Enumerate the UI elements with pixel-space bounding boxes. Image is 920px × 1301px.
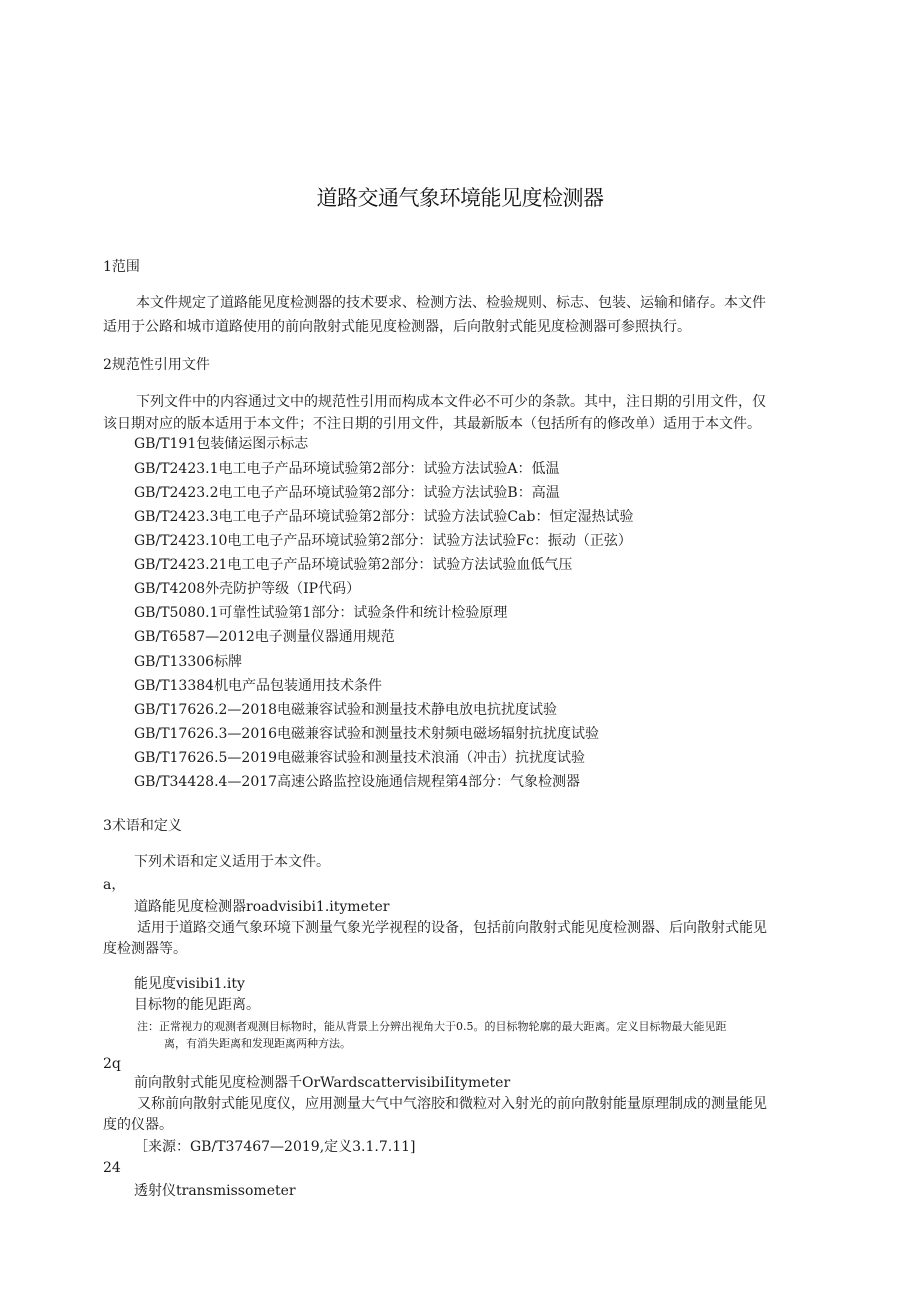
reference-item: GB/T13384机电产品包装通用技术条件 (134, 678, 383, 694)
reference-item: GB/T34428.4—2017高速公路监控设施通信规程第4部分：气象检测器 (134, 774, 580, 790)
section-3-intro: 下列术语和定义适用于本文件。 (134, 854, 330, 870)
section-2-heading: 2规范性引用文件 (103, 357, 210, 373)
section-1-paragraph-line-1: 本文件规定了道路能见度检测器的技术要求、检测方法、检验规则、标志、包装、运输和储存。本文件 (136, 295, 766, 311)
section-1-heading: 1范围 (103, 259, 140, 275)
term-number: 2q (103, 1056, 121, 1072)
reference-item: GB/T2423.3电工电子产品环境试验第2部分：试验方法试验Cab：恒定湿热试验 (134, 509, 634, 525)
reference-item: GB/T191包装储运图示标志 (134, 436, 309, 452)
term-name: 透射仪transmissometer (134, 1183, 296, 1199)
reference-item: GB/T17626.2—2018电磁兼容试验和测量技术静电放电抗扰度试验 (134, 702, 558, 718)
reference-item: GB/T13306标牌 (134, 654, 243, 670)
reference-item: GB/T2423.21电工电子产品环境试验第2部分：试验方法试验血低气压 (134, 557, 573, 573)
term-name: 道路能见度检测器roadvisibi1.itymeter (134, 899, 390, 915)
document-title: 道路交通气象环境能见度检测器 (316, 186, 604, 210)
section-1-paragraph-line-2: 适用于公路和城市道路使用的前向散射式能见度检测器，后向散射式能见度检测器可参照执行。 (103, 319, 691, 335)
term-number: a， (103, 877, 126, 893)
term-definition-line-1: 又称前向散射式能见度仪，应用测量大气中气溶胶和微粒对入射光的前向散射能量原理制成的测量能见 (137, 1096, 767, 1112)
term-note-line-2: 离，有消失距离和发现距离两种方法。 (164, 1037, 351, 1050)
section-3-heading: 3术语和定义 (103, 818, 182, 834)
term-definition-line-1: 适用于道路交通气象环境下测量气象光学视程的设备，包括前向散射式能见度检测器、后向散射式能见 (137, 920, 767, 936)
section-2-paragraph-line-1: 下列文件中的内容通过文中的规范性引用而构成本文件必不可少的条款。其中，注日期的引用文件，仅 (136, 394, 766, 410)
term-name: 能见度visibi1.ity (134, 976, 245, 992)
reference-item: GB/T2423.1电工电子产品环境试验第2部分：试验方法试验A：低温 (134, 461, 560, 477)
term-note-line-1: 注：正常视力的观测者观测目标物时，能从背景上分辨出视角大于0.5。的目标物轮廓的最大距离。定义目标物最大能见距 (137, 1020, 727, 1033)
term-definition: 目标物的能见距离。 (134, 997, 260, 1013)
reference-item: GB/T2423.2电工电子产品环境试验第2部分：试验方法试验B：高温 (134, 485, 560, 501)
reference-item: GB/T17626.5—2019电磁兼容试验和测量技术浪涌（冲击）抗扰度试验 (134, 750, 586, 766)
term-source: ［来源：GB/T37467—2019,定义3.1.7.11] (134, 1139, 416, 1155)
term-number: 24 (103, 1160, 121, 1176)
term-definition-line-2: 度检测器等。 (103, 941, 187, 957)
term-definition-line-2: 度的仪器。 (103, 1117, 173, 1133)
reference-item: GB/T17626.3—2016电磁兼容试验和测量技术射频电磁场辐射抗扰度试验 (134, 726, 600, 742)
term-name: 前向散射式能见度检测器千OrWardscattervisibiIitymeter (134, 1075, 511, 1091)
reference-item: GB/T2423.10电工电子产品环境试验第2部分：试验方法试验Fc：振动（正弦） (134, 533, 632, 549)
reference-item: GB/T6587—2012电子测量仪器通用规范 (134, 629, 395, 645)
reference-item: GB/T4208外壳防护等级（IP代码） (134, 581, 361, 597)
section-2-paragraph-line-2: 该日期对应的版本适用于本文件；不注日期的引用文件，其最新版本（包括所有的修改单）适用于本文件。 (103, 416, 761, 432)
reference-item: GB/T5080.1可靠性试验第1部分：试验条件和统计检验原理 (134, 605, 508, 621)
